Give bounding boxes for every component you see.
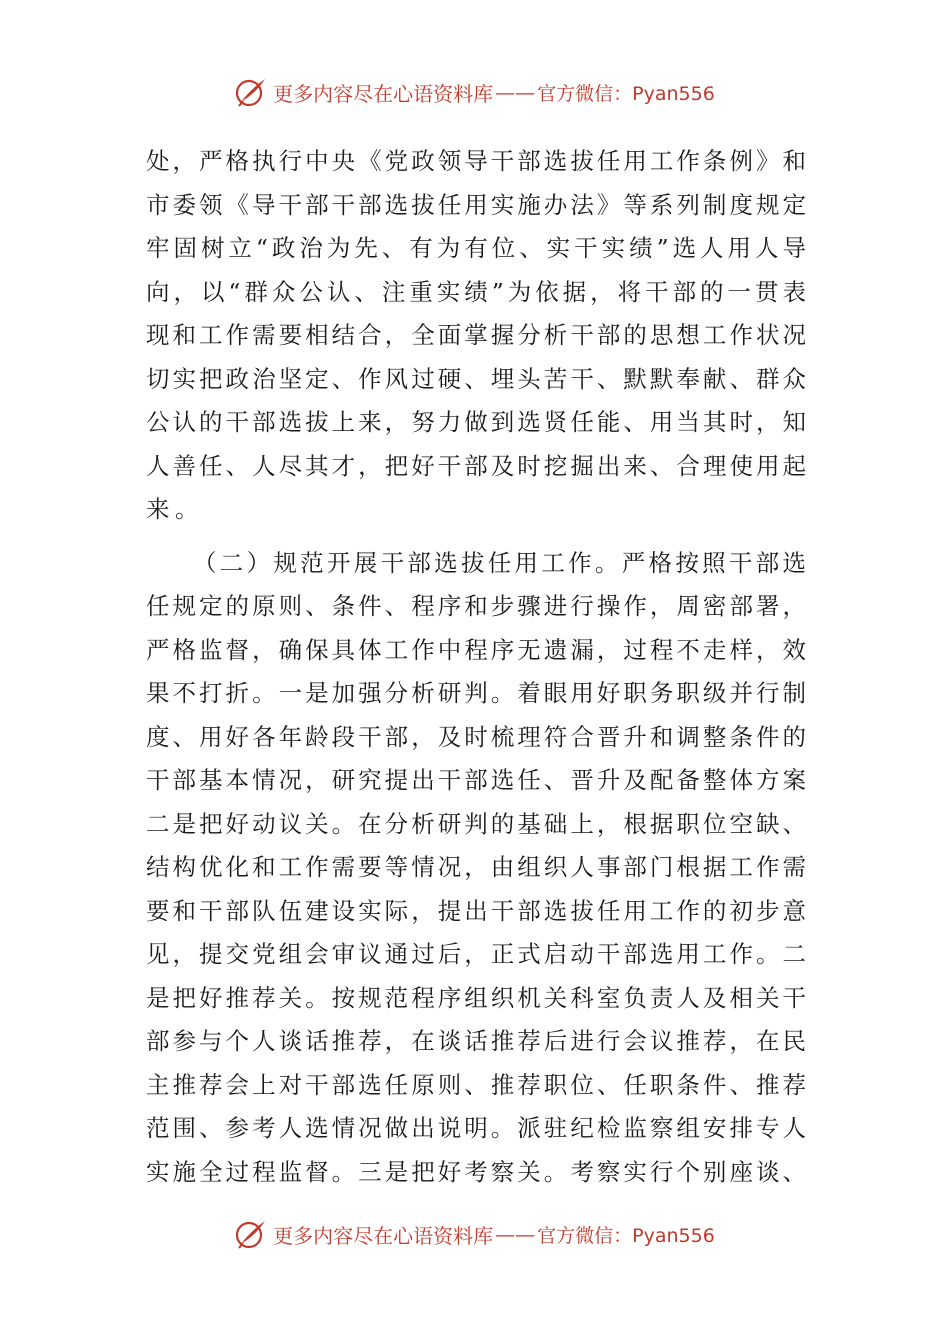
text-line: 结构优化和工作需要等情况，由组织人事部门根据工作需 [146,853,806,881]
text-line: 实施全过程监督。三是把好考察关。考察实行个别座谈、 [146,1157,806,1186]
text-line: 是把好推荐关。按规范程序组织机关科室负责人及相关干 [146,983,806,1012]
text-line: 要和干部队伍建设实际，提出干部选拔任用工作的初步意 [146,896,806,925]
text-line: 严格监督，确保具体工作中程序无遗漏，过程不走样，效 [146,635,806,664]
text-line: 现和工作需要相结合，全面掌握分析干部的思想工作状况 [146,321,806,349]
text-line: 公认的干部选拔上来，努力做到选贤任能、用当其时，知 [146,408,806,436]
text-line: 市委领《导干部干部选拔任用实施办法》等系列制度规定 [146,190,806,219]
text-line: 任规定的原则、条件、程序和步骤进行操作，周密部署， [146,592,806,620]
footer-banner [0,1214,950,1254]
quill-logo-icon [235,76,267,108]
text-line: 处，严格执行中央《党政领导干部选拔任用工作条例》和 [146,147,806,175]
banner-separator: —— [495,80,536,104]
paragraph-1 [146,140,806,532]
quill-logo-icon [235,1218,267,1250]
banner-wechat: 官方微信：Pyan556 [537,1224,715,1247]
banner-text: 更多内容尽在心语资料库 [273,1223,494,1248]
banner-text: 更多内容尽在心语资料库 [273,81,494,106]
banner-separator: —— [495,1222,536,1246]
text-line: 人善任、人尽其才，把好干部及时挖掘出来、合理使用起 [146,451,806,480]
header-banner [0,72,950,112]
text-line: （二）规范开展干部选拔任用工作。严格按照干部选 [193,548,806,577]
text-line: 来。 [146,495,204,523]
text-line: 切实把政治坚定、作风过硬、埋头苦干、默默奉献、群众 [146,364,806,393]
document-body [146,140,806,1194]
text-line: 果不打折。一是加强分析研判。着眼用好职务职级并行制 [146,679,806,707]
text-line: 干部基本情况，研究提出干部选任、晋升及配备整体方案 [146,766,806,794]
text-line: 部参与个人谈话推荐，在谈话推荐后进行会议推荐，在民 [146,1027,806,1055]
text-line: 度、用好各年龄段干部，及时梳理符合晋升和调整条件的 [146,722,806,751]
text-line: 牢固树立“政治为先、有为有位、实干实绩”选人用人导 [146,234,806,262]
text-line: 范围、参考人选情况做出说明。派驻纪检监察组安排专人 [146,1114,806,1142]
text-line: 向，以“群众公认、注重实绩”为依据，将干部的一贯表 [146,277,806,306]
paragraph-2 [146,542,806,1195]
text-line: 主推荐会上对干部选任原则、推荐职位、任职条件、推荐 [146,1070,806,1099]
banner-wechat: 官方微信：Pyan556 [537,82,715,105]
text-line: 见，提交党组会审议通过后，正式启动干部选用工作。二 [146,940,806,968]
text-line: 二是把好动议关。在分析研判的基础上，根据职位空缺、 [146,809,806,838]
